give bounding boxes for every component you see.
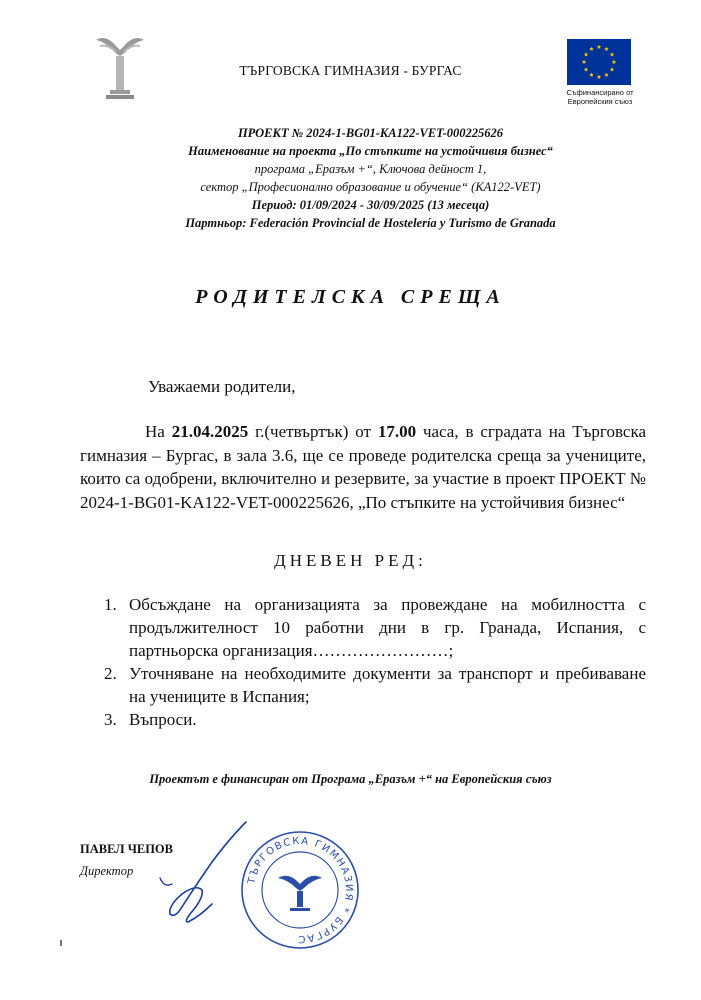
project-period: Период: 01/09/2024 - 30/09/2025 (13 месеца) (251, 198, 490, 212)
meeting-time: 17.00 (377, 422, 417, 441)
school-name: ТЪРГОВСКА ГИМНАЗИЯ - БУРГАС (239, 63, 462, 78)
agenda-item (104, 662, 646, 708)
signer-name: ПАВЕЛ ЧЕПОВ (80, 842, 173, 856)
eu-cofunded-caption (556, 88, 644, 106)
body-text-1: На (145, 422, 172, 441)
document-title: РОДИТЕЛСКА СРЕЩА (195, 286, 506, 308)
signer-role: Директор (80, 864, 134, 878)
project-sector: сектор „Професионално образование и обучение“ (КА122-VET) (200, 180, 541, 194)
agenda-item (104, 593, 646, 662)
agenda-item-number: 1. (104, 595, 117, 614)
agenda-title: ДНЕВЕН РЕД: (274, 551, 427, 570)
project-partner: Партньор: Federación Provincial de Hostelería y Turismo de Granada (185, 216, 556, 230)
project-name: Наименование на проекта „По стъпките на устойчивия бизнес“ (188, 144, 553, 158)
funding-note: Проектът е финансиран от Програма „Еразъм +“ на Европейския съюз (149, 772, 552, 786)
project-info (60, 124, 681, 232)
agenda-item-text: Уточняване на необходимите документи за транспорт и пребиваване на учениците в Испания; (129, 664, 646, 706)
meeting-date: 21.04.2025 (171, 422, 249, 441)
agenda-item (104, 708, 646, 731)
handwritten-signature (150, 818, 270, 928)
body-paragraph (80, 420, 646, 514)
agenda-item-text: Въпроси. (129, 710, 197, 729)
eu-caption-line1: Съфинансирано от (566, 88, 634, 97)
body-text-2: г.(четвъртък) от (248, 422, 378, 441)
body-text-3: часа, в сградата на Търговска гимназия – Бургас, в зала 3.6, ще се проведе родителска среща за учениците, които са одобрени, включително и резервите, за участие в проект ПРОЕКТ № 2024-1-BG01-KA122-VET-000225626, „По стъпките на устойчивия бизнес“ (80, 422, 646, 512)
agenda-item-number: 3. (104, 710, 117, 729)
agenda-item-text: Обсъждане на организацията за провеждане на мобилността с продължителност 10 работни дни в гр. Гранада, Испания, с партньорска организация……………………; (129, 595, 646, 660)
stamp-text: ТЪРГОВСКА ГИМНАЗИЯ * БУРГАС (246, 835, 355, 945)
page-mark (60, 940, 62, 946)
eu-caption-line2: Европейския съюз (567, 97, 633, 106)
project-programme: програма „Еразъм +“, Ключова дейност 1, (254, 162, 487, 176)
salutation: Уважаеми родители, (148, 377, 296, 396)
agenda-list (104, 593, 646, 731)
project-number: ПРОЕКТ № 2024-1-BG01-KA122-VET-000225626 (237, 126, 504, 140)
agenda-item-number: 2. (104, 664, 117, 683)
eu-flag (567, 39, 631, 85)
